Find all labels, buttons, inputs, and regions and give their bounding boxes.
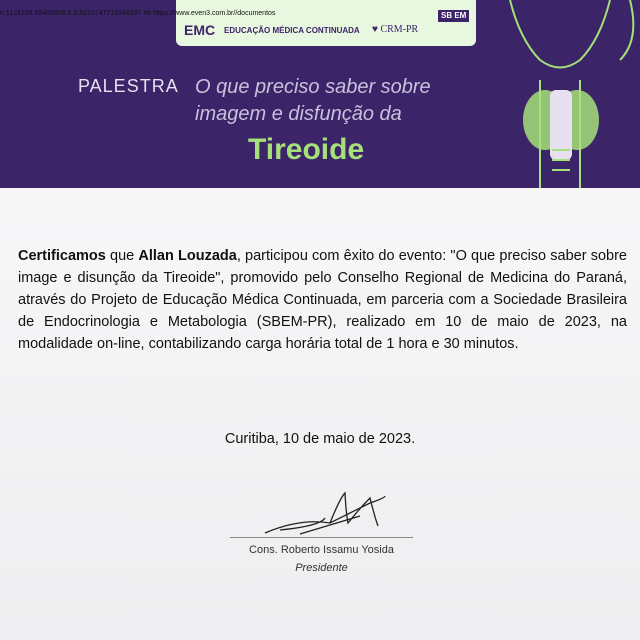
emc-logo-subtitle: EDUCAÇÃO MÉDICA CONTINUADA (224, 26, 360, 35)
event-type-label: PALESTRA (78, 76, 179, 96)
logo-bar (176, 0, 476, 46)
signature-icon (260, 488, 400, 536)
sbem-logo: SB EM (438, 10, 469, 22)
event-subtitle: O que preciso saber sobre imagem e disfunção da (195, 76, 431, 125)
signatory-role: Presidente (295, 562, 348, 574)
place-date: Curitiba, 10 de maio de 2023. (224, 431, 416, 447)
thyroid-illustration-icon (480, 0, 640, 188)
signatory-name: Cons. Roberto Issamu Yosida (249, 544, 394, 556)
event-title: Tireoide (248, 133, 365, 166)
url-text: n 1124169.85409906.0.0.5215747716349337 ## https://www.even3.com.br//documentos (0, 10, 276, 17)
signature-line (230, 537, 413, 538)
emc-logo: EMC (184, 22, 216, 38)
certificate-header (0, 0, 640, 188)
certificate-text: Certificamos que Allan Louzada, participou com êxito do evento: "O que preciso saber sobre image e disunção da Tireoide", promovido pelo Conselho Regional de Medicina do Paraná, através do Projeto de Educação Médica Continuada, em parceria com a Sociedade Brasileira de Endocrinologia e Metabologia (SBEM-PR), realizado em 10 de maio de 2023, na modalidade on-line, contabilizando carga horária total de 1 hora e 30 minutos. (18, 248, 627, 352)
crm-logo: ♥ CRM-PR (372, 24, 419, 35)
